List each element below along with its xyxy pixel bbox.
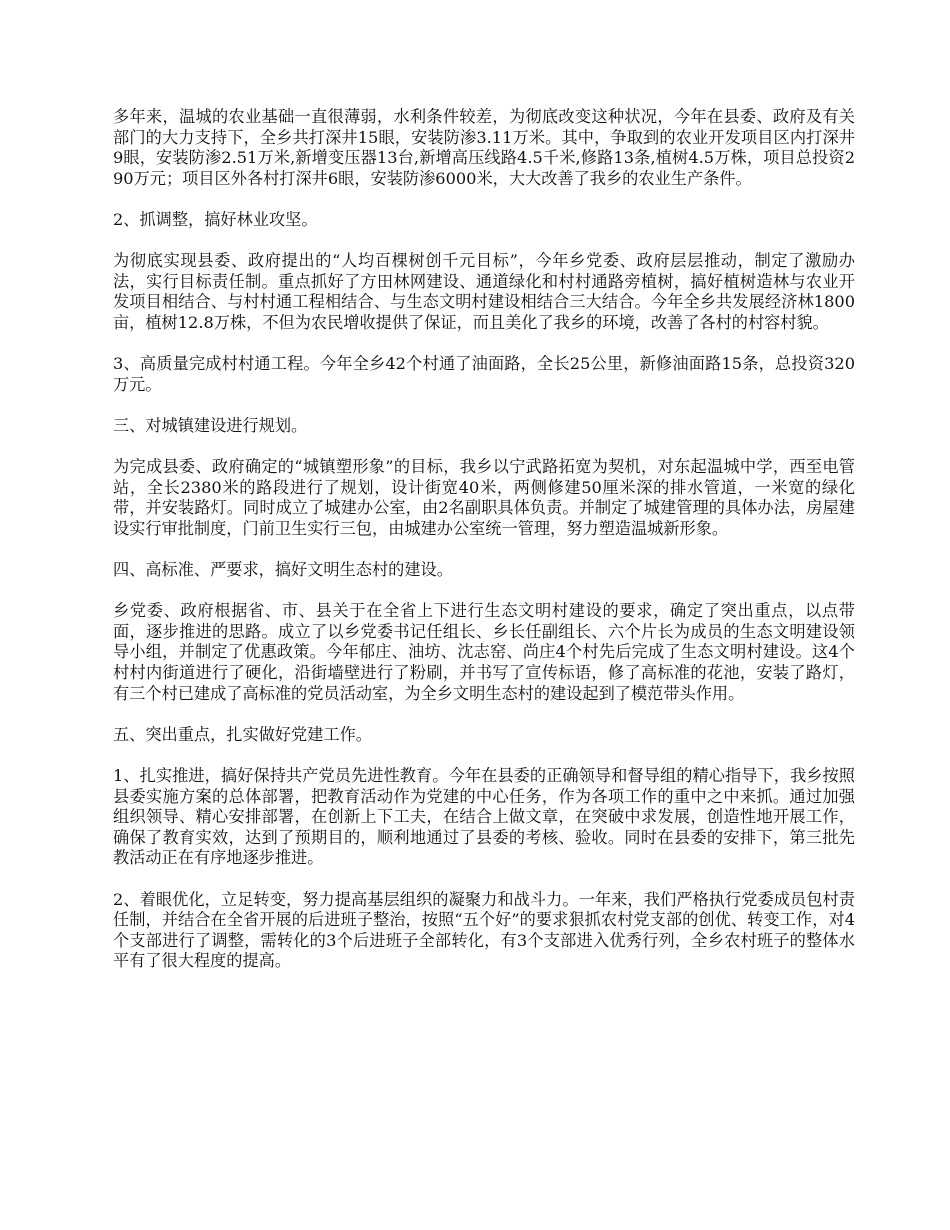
paragraph: 2、抓调整，搞好林业攻坚。 bbox=[113, 209, 318, 229]
section-heading: 四、高标准、严要求，搞好文明生态村的建设。 bbox=[113, 560, 453, 580]
paragraph: 为完成县委、政府确定的“城镇塑形象”的目标，我乡以宁武路拓宽为契机，对东起温城中学，西至电管站，全长2380米的路段进行了规划，设计街宽40米，两侧修建50厘米深的排水管道，一米宽的绿化带，并安装路灯。同时成立了城建办公室，由2名副职具体负责。并制定了城建管理的具体办法，房屋建设实行审批制度，门前卫生实行三包，由城建办公室统一管理，努力塑造温城新形象。 bbox=[113, 457, 855, 538]
paragraph: 乡党委、政府根据省、市、县关于在全省上下进行生态文明村建设的要求，确定了突出重点，以点带面，逐步推进的思路。成立了以乡党委书记任组长、乡长任副组长、六个片长为成员的生态文明建设领导小组，并制定了优惠政策。今年郁庄、油坊、沈志窑、尚庄4个村先后完成了生态文明村建设。这4个村村内街道进行了硬化，沿街墙壁进行了粉刷，并书写了宣传标语，修了高标准的花池，安装了路灯，有三个村已建成了高标准的党员活动室，为全乡文明生态村的建设起到了模范带头作用。 bbox=[113, 601, 855, 703]
paragraph: 1、扎实推进，搞好保持共产党员先进性教育。今年在县委的正确领导和督导组的精心指导下，我乡按照县委实施方案的总体部署，把教育活动作为党建的中心任务，作为各项工作的重中之中来抓。通过加强组织领导、精心安排部署，在创新上下工夫，在结合上做文章，在突破中求发展，创造性地开展工作，确保了教育实效，达到了预期目的，顺利地通过了县委的考核、验收。同时在县委的安排下，第三批先教活动正在有序地逐步推进。 bbox=[113, 766, 855, 868]
paragraph: 多年来，温城的农业基础一直很薄弱，水利条件较差，为彻底改变这种状况，今年在县委、政府及有关部门的大力支持下，全乡共打深井15眼，安装防渗3.11万米。其中，争取到的农业开发项目区内打深井9眼，安装防渗2.51万米,新增变压器13台,新增高压线路4.5千米,修路13条,植树4.5万株，项目总投资290万元；项目区外各村打深井6眼，安装防渗6000米，大大改善了我乡的农业生产条件。 bbox=[113, 107, 855, 188]
paragraph: 2、着眼优化，立足转变，努力提高基层组织的凝聚力和战斗力。一年来，我们严格执行党委成员包村责任制，并结合在全省开展的后进班子整治，按照“五个好”的要求狠抓农村党支部的创优、转变工作，对4个支部进行了调整，需转化的3个后进班子全部转化，有3个支部进入优秀行列，全乡农村班子的整体水平有了很大程度的提高。 bbox=[113, 889, 855, 971]
section-heading: 五、突出重点，扎实做好党建工作。 bbox=[113, 724, 372, 744]
paragraph: 为彻底实现县委、政府提出的“人均百棵树创千元目标”，今年乡党委、政府层层推动，制定了激励办法，实行目标责任制。重点抓好了方田林网建设、通道绿化和村村通路旁植树，搞好植树造林与农业开发项目相结合、与村村通工程相结合、与生态文明村建设相结合三大结合。今年全乡共发展经济林1800亩，植树12.8万株，不但为农民增收提供了保证，而且美化了我乡的环境，改善了各村的村容村貌。 bbox=[113, 251, 855, 332]
document-body bbox=[113, 107, 855, 993]
section-heading: 三、对城镇建设进行规划。 bbox=[113, 415, 308, 435]
paragraph: 3、高质量完成村村通工程。今年全乡42个村通了油面路，全长25公里，新修油面路15条，总投资320万元。 bbox=[113, 354, 855, 394]
